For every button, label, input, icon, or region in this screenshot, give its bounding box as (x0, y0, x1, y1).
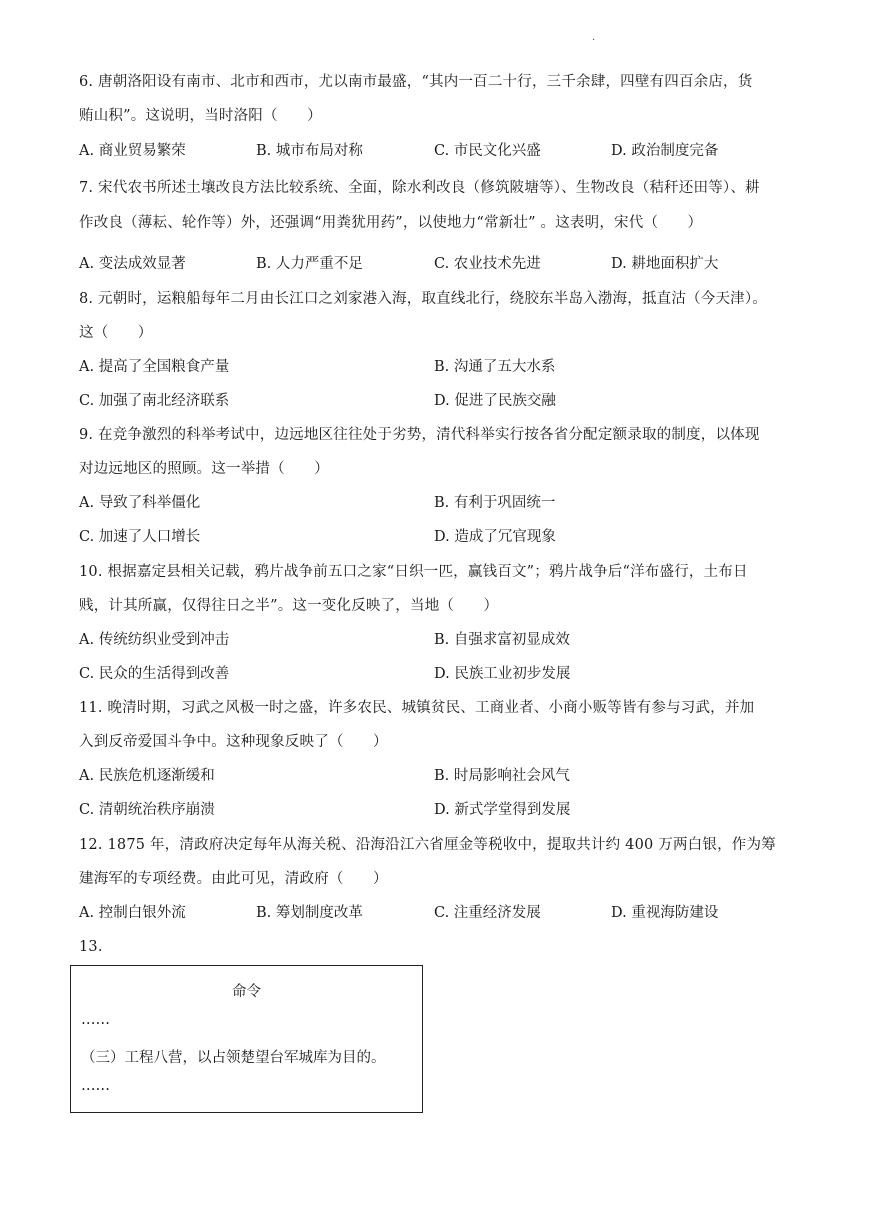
question-8-line-2: 这（ ） (79, 325, 153, 341)
question-11-option-a[interactable]: A. 民族危机逐渐缓和 (79, 768, 215, 784)
question-7-line-1: 7. 宋代农书所述土壤改良方法比较系统、全面，除水利改良（修筑陂塘等）、生物改良（秸秆还田等）、耕 (79, 180, 760, 196)
header-dot: . (592, 32, 596, 43)
question-11-option-d[interactable]: D. 新式学堂得到发展 (434, 802, 571, 818)
question-6-line-2: 贿山积”。这说明，当时洛阳（ ） (79, 108, 322, 124)
question-9-option-b[interactable]: B. 有利于巩固统一 (434, 495, 556, 511)
question-6-option-b[interactable]: B. 城市布局对称 (256, 143, 363, 159)
question-10-line-2: 贱，计其所赢，仅得往日之半”。这一变化反映了，当地（ ） (79, 598, 499, 614)
question-12-option-a[interactable]: A. 控制白银外流 (79, 905, 186, 921)
question-8-option-b[interactable]: B. 沟通了五大水系 (434, 359, 556, 375)
question-9-line-1: 9. 在竞争激烈的科举考试中，边远地区往往处于劣势，清代科举实行按各省分配定额录取的制度，以体现 (79, 427, 760, 443)
question-12-line-1: 12. 1875 年，清政府决定每年从海关税、沿海沿江六省厘金等税收中，提取共计约 400 万两白银，作为筹 (79, 837, 776, 853)
question-12-option-c[interactable]: C. 注重经济发展 (434, 905, 541, 921)
question-7-option-a[interactable]: A. 变法成效显著 (79, 256, 186, 272)
question-6-option-d[interactable]: D. 政治制度完备 (611, 143, 719, 159)
order-box-ellipsis-bottom: …… (81, 1078, 110, 1094)
question-9-option-d[interactable]: D. 造成了冗官现象 (434, 529, 556, 545)
question-8-option-a[interactable]: A. 提高了全国粮食产量 (79, 359, 230, 375)
question-13-label: 13. (79, 939, 103, 955)
question-6-option-c[interactable]: C. 市民文化兴盛 (434, 143, 541, 159)
question-8-option-c[interactable]: C. 加强了南北经济联系 (79, 393, 230, 409)
question-7-option-b[interactable]: B. 人力严重不足 (256, 256, 363, 272)
question-12-option-d[interactable]: D. 重视海防建设 (611, 905, 719, 921)
question-12-option-b[interactable]: B. 筹划制度改革 (256, 905, 363, 921)
question-9-option-c[interactable]: C. 加速了人口增长 (79, 529, 201, 545)
order-source-box (70, 965, 423, 1113)
question-7-line-2: 作改良（薄耘、轮作等）外，还强调“用粪犹用药”，以使地力“常新壮” 。这表明，宋代（ ） (79, 215, 703, 231)
order-box-item: （三）工程八营，以占领楚望台军城库为目的。 (81, 1050, 386, 1066)
question-10-line-1: 10. 根据嘉定县相关记载，鸦片战争前五口之家“日织一匹，赢钱百文”；鸦片战争后“洋布盛行，土布日 (79, 564, 748, 580)
question-11-option-b[interactable]: B. 时局影响社会风气 (434, 768, 570, 784)
question-8-line-1: 8. 元朝时，运粮船每年二月由长江口之刘家港入海，取直线北行，绕胶东半岛入渤海，抵直沽（今天津）。 (79, 291, 767, 307)
question-12-line-2: 建海军的专项经费。由此可见，清政府（ ） (79, 871, 388, 887)
question-8-option-d[interactable]: D. 促进了民族交融 (434, 393, 556, 409)
question-10-option-d[interactable]: D. 民族工业初步发展 (434, 666, 571, 682)
question-9-option-a[interactable]: A. 导致了科举僵化 (79, 495, 201, 511)
order-box-ellipsis-top: …… (81, 1012, 110, 1028)
question-11-line-2: 入到反帝爱国斗争中。这种现象反映了（ ） (79, 734, 388, 750)
question-10-option-a[interactable]: A. 传统纺织业受到冲击 (79, 632, 230, 648)
question-9-line-2: 对边远地区的照顾。这一举措（ ） (79, 461, 329, 477)
question-10-option-c[interactable]: C. 民众的生活得到改善 (79, 666, 230, 682)
order-box-title: 命令 (232, 984, 261, 1000)
question-10-option-b[interactable]: B. 自强求富初显成效 (434, 632, 570, 648)
question-6-line-1: 6. 唐朝洛阳设有南市、北市和西市，尤以南市最盛，“其内一百二十行，三千余肆，四壁有四百余店，货 (79, 74, 753, 90)
question-11-line-1: 11. 晚清时期，习武之风极一时之盛，许多农民、城镇贫民、工商业者、小商小贩等皆有参与习武，并加 (79, 700, 755, 716)
question-7-option-d[interactable]: D. 耕地面积扩大 (611, 256, 719, 272)
question-11-option-c[interactable]: C. 清朝统治秩序崩溃 (79, 802, 215, 818)
question-6-option-a[interactable]: A. 商业贸易繁荣 (79, 143, 186, 159)
question-7-option-c[interactable]: C. 农业技术先进 (434, 256, 541, 272)
